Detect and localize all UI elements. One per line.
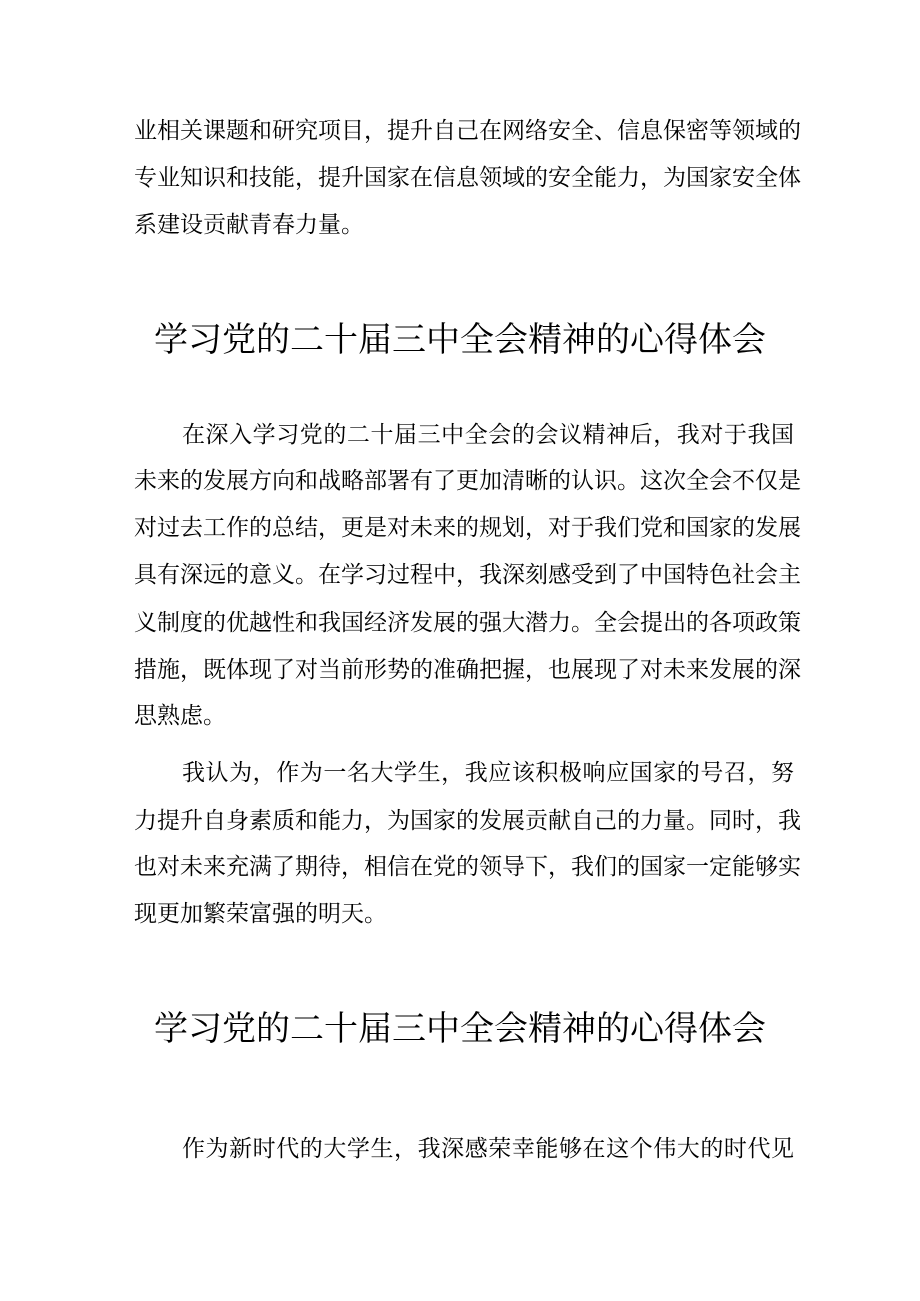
paragraph-line: 义制度的优越性和我国经济发展的强大潜力。全会提出的各项政策 xyxy=(134,610,801,636)
paragraph-line: 力提升自身素质和能力，为国家的发展贡献自己的力量。同时，我 xyxy=(134,808,801,834)
paragraph-line: 专业知识和技能，提升国家在信息领域的安全能力，为国家安全体 xyxy=(134,165,801,191)
paragraph-line: 对过去工作的总结，更是对未来的规划，对于我们党和国家的发展 xyxy=(134,515,801,541)
paragraph-line: 在深入学习党的二十届三中全会的会议精神后，我对于我国 xyxy=(182,422,794,448)
section-title: 学习党的二十届三中全会精神的心得体会 xyxy=(154,320,766,360)
paragraph-line: 业相关课题和研究项目，提升自己在网络安全、信息保密等领域的 xyxy=(134,118,801,144)
section-title: 学习党的二十届三中全会精神的心得体会 xyxy=(154,1009,766,1049)
paragraph-line: 未来的发展方向和战略部署有了更加清晰的认识。这次全会不仅是 xyxy=(134,468,801,494)
paragraph-line: 现更加繁荣富强的明天。 xyxy=(134,901,387,927)
paragraph-line: 思熟虑。 xyxy=(134,703,226,729)
paragraph-line: 我认为，作为一名大学生，我应该积极响应国家的号召，努 xyxy=(182,760,794,786)
paragraph-line: 也对未来充满了期待，相信在党的领导下，我们的国家一定能够实 xyxy=(134,854,801,880)
paragraph-line: 措施，既体现了对当前形势的准确把握，也展现了对未来发展的深 xyxy=(134,657,801,683)
paragraph-line: 系建设贡献青春力量。 xyxy=(134,212,364,238)
paragraph-line: 作为新时代的大学生，我深感荣幸能够在这个伟大的时代见 xyxy=(182,1136,794,1162)
paragraph-line: 具有深远的意义。在学习过程中，我深刻感受到了中国特色社会主 xyxy=(134,562,801,588)
